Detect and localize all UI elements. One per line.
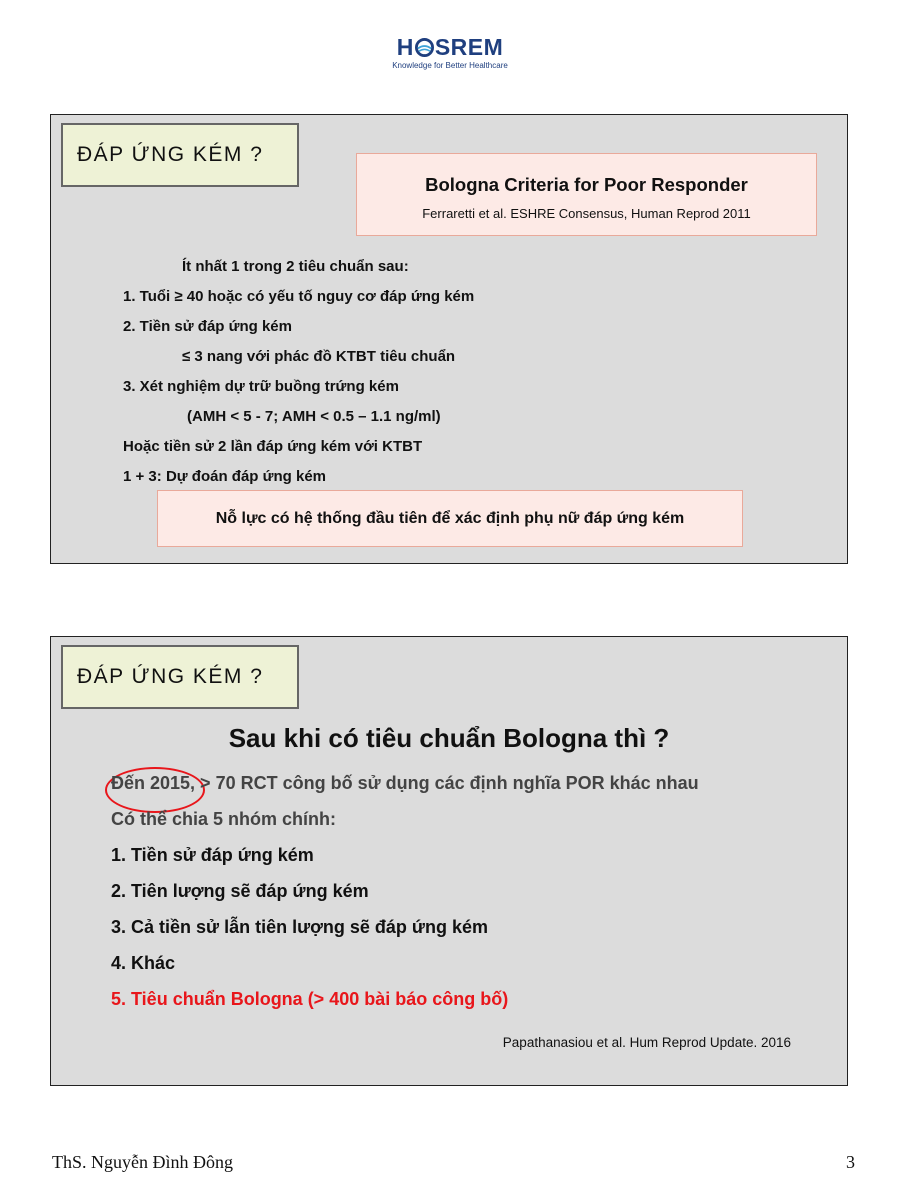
- criteria-line: Hoặc tiền sử 2 lần đáp ứng kém với KTBT: [123, 438, 423, 455]
- criteria-line: 2. Tiền sử đáp ứng kém: [123, 318, 292, 335]
- globe-icon: [415, 38, 434, 57]
- criteria-line: 1 + 3: Dự đoán đáp ứng kém: [123, 468, 327, 485]
- logo-text-left: H: [396, 34, 414, 60]
- logo-tagline: Knowledge for Better Healthcare: [392, 61, 508, 70]
- group-intro: Có thể chia 5 nhóm chính:: [111, 809, 337, 829]
- criteria-line: 1. Tuổi ≥ 40 hoặc có yếu tố nguy cơ đáp ứng kém: [123, 288, 475, 305]
- criteria-intro: Ít nhất 1 trong 2 tiêu chuẩn sau:: [182, 258, 409, 275]
- summary-box: Nỗ lực có hệ thống đầu tiên để xác định phụ nữ đáp ứng kém: [157, 490, 743, 547]
- group-item: 4. Khác: [111, 953, 176, 973]
- criteria-subline: (AMH < 5 - 7; AMH < 0.5 – 1.1 ng/ml): [187, 408, 441, 425]
- slide-title: ĐÁP ỨNG KÉM ?: [61, 123, 299, 187]
- slide-heading: Sau khi có tiêu chuẩn Bologna thì ?: [228, 723, 670, 753]
- group-item-highlighted: 5. Tiêu chuẩn Bologna (> 400 bài báo công bố): [111, 989, 509, 1009]
- intro-line: Đến 2015, > 70 RCT công bố sử dụng các định nghĩa POR khác nhau: [111, 773, 699, 793]
- criteria-box-title: Bologna Criteria for Poor Responder: [425, 174, 748, 195]
- hosrem-logo: [380, 34, 520, 78]
- group-item: 2. Tiên lượng sẽ đáp ứng kém: [111, 881, 369, 901]
- criteria-line: 3. Xét nghiệm dự trữ buồng trứng kém: [123, 378, 399, 395]
- bologna-criteria-box: [356, 153, 817, 236]
- group-item: 3. Cả tiền sử lẫn tiên lượng sẽ đáp ứng kém: [111, 917, 488, 937]
- footer-author: ThS. Nguyễn Đình Đông: [52, 1152, 233, 1172]
- logo-text-right: SREM: [434, 34, 504, 60]
- reference-citation: Papathanasiou et al. Hum Reprod Update. 2016: [502, 1035, 791, 1050]
- criteria-box-reference: Ferraretti et al. ESHRE Consensus, Human Reprod 2011: [422, 206, 751, 221]
- page-number: 3: [846, 1152, 855, 1172]
- slide-title: ĐÁP ỨNG KÉM ?: [61, 645, 299, 709]
- slide-2: [50, 636, 848, 1086]
- slide-1: [50, 114, 848, 564]
- criteria-subline: ≤ 3 nang với phác đồ KTBT tiêu chuẩn: [182, 348, 456, 365]
- logo-wordmark: [380, 34, 520, 60]
- group-item: 1. Tiền sử đáp ứng kém: [111, 845, 314, 865]
